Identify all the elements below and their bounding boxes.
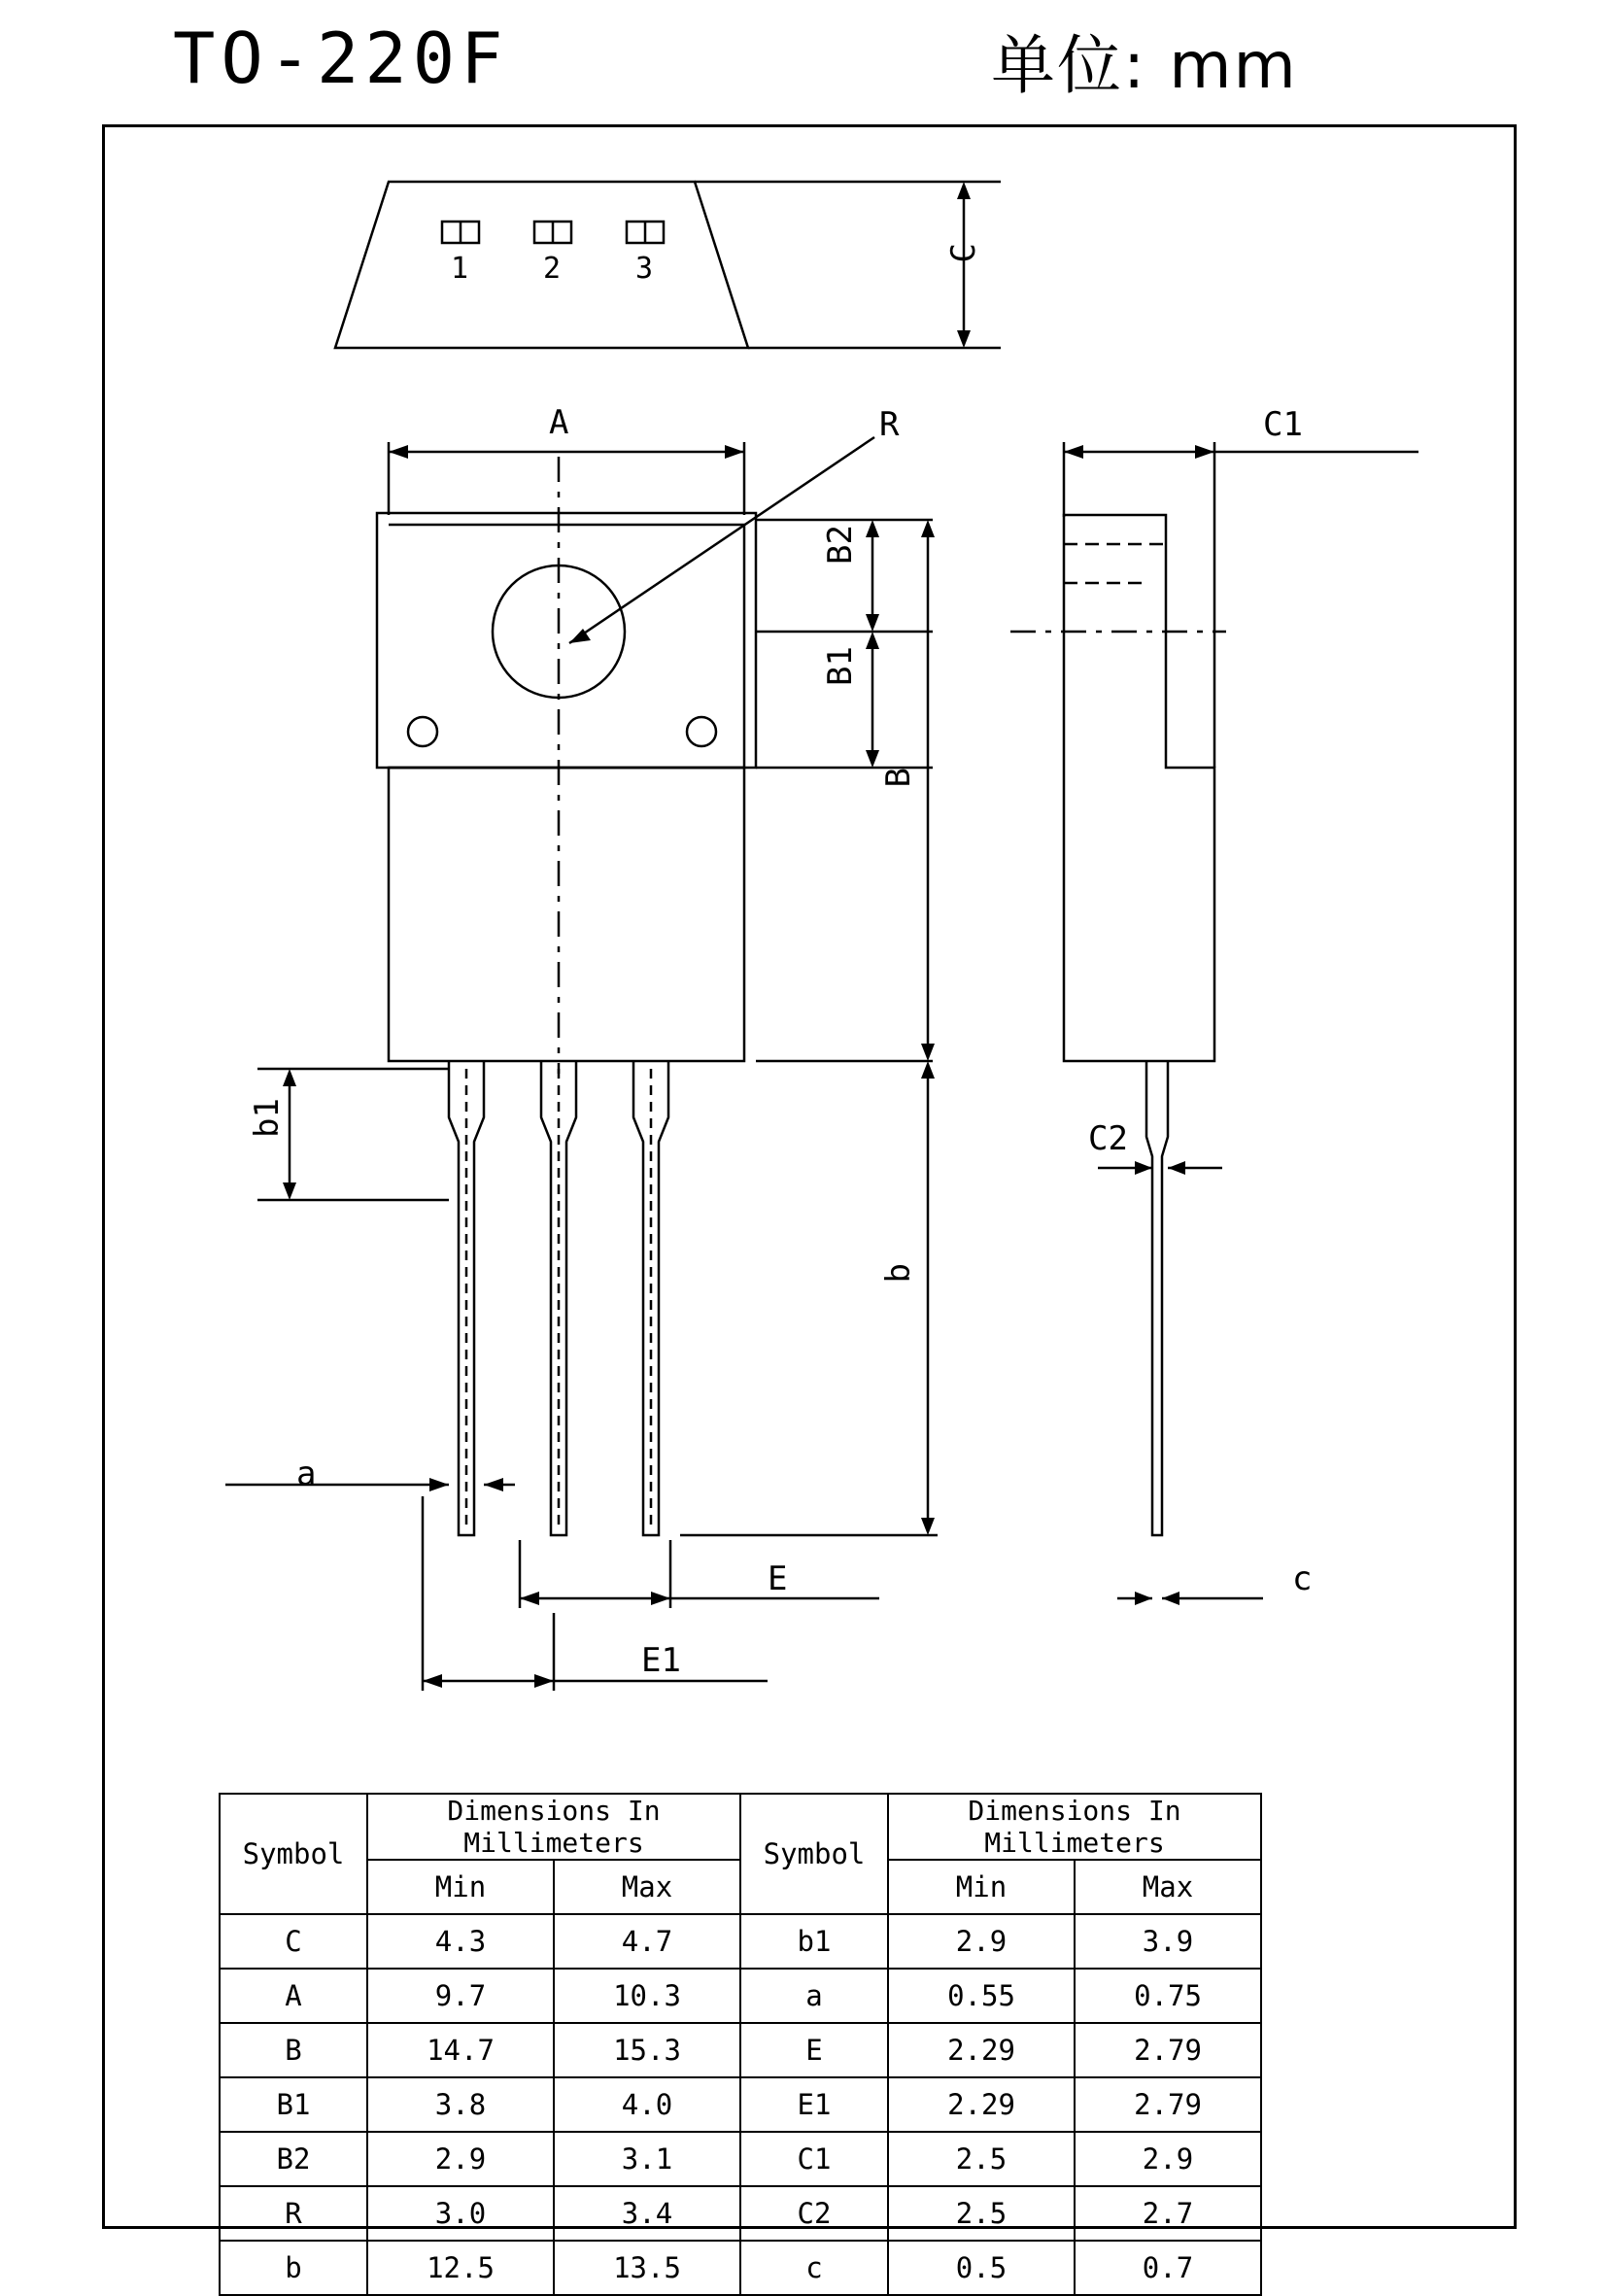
header-symbol-left: Symbol (220, 1794, 367, 1914)
dim-c1: C1 (1263, 405, 1303, 444)
symbol-cell: a (740, 1969, 888, 2023)
header-max-left: Max (554, 1860, 740, 1914)
dim-b1-lead: b1 (248, 1098, 287, 1138)
pin-number-1: 1 (451, 252, 469, 286)
symbol-cell: R (220, 2186, 367, 2241)
table-row (220, 1969, 1261, 2023)
min-cell: 12.5 (367, 2241, 554, 2295)
dim-r: R (879, 405, 900, 444)
table-header-row (220, 1794, 1261, 1860)
max-cell: 2.7 (1075, 2186, 1261, 2241)
dim-b: B (879, 768, 918, 788)
dim-a-lead: a (296, 1455, 317, 1493)
min-cell: 2.5 (888, 2186, 1075, 2241)
symbol-cell: B (220, 2023, 367, 2077)
table-row (220, 2132, 1261, 2186)
table-row (220, 2241, 1261, 2295)
dim-c-small: c (1292, 1559, 1313, 1598)
symbol-cell: B1 (220, 2077, 367, 2132)
max-cell: 3.1 (554, 2132, 740, 2186)
dim-b2: B2 (821, 525, 860, 565)
min-cell: 2.5 (888, 2132, 1075, 2186)
max-cell: 4.0 (554, 2077, 740, 2132)
min-cell: 2.29 (888, 2023, 1075, 2077)
min-cell: 14.7 (367, 2023, 554, 2077)
symbol-cell: C2 (740, 2186, 888, 2241)
symbol-cell: b (220, 2241, 367, 2295)
symbol-cell: b1 (740, 1914, 888, 1969)
min-cell: 3.0 (367, 2186, 554, 2241)
max-cell: 4.7 (554, 1914, 740, 1969)
dim-c-top: C (944, 243, 983, 263)
dim-a: A (549, 403, 569, 442)
page-title: TO-220F (173, 17, 509, 99)
table-row (220, 1914, 1261, 1969)
min-cell: 0.55 (888, 1969, 1075, 2023)
dim-e: E (768, 1559, 788, 1598)
symbol-cell: A (220, 1969, 367, 2023)
min-cell: 9.7 (367, 1969, 554, 2023)
table-row (220, 2186, 1261, 2241)
max-cell: 2.79 (1075, 2077, 1261, 2132)
dim-e1: E1 (641, 1641, 681, 1680)
max-cell: 15.3 (554, 2023, 740, 2077)
symbol-cell: C1 (740, 2132, 888, 2186)
max-cell: 3.4 (554, 2186, 740, 2241)
symbol-cell: E (740, 2023, 888, 2077)
symbol-cell: c (740, 2241, 888, 2295)
symbol-cell: C (220, 1914, 367, 1969)
unit-label: 单位: mm (991, 28, 1298, 103)
table-row (220, 2077, 1261, 2132)
header-dimensions-left: Dimensions In Millimeters (367, 1794, 740, 1860)
dimensions-table (219, 1793, 1262, 2296)
max-cell: 0.75 (1075, 1969, 1261, 2023)
symbol-cell: E1 (740, 2077, 888, 2132)
max-cell: 0.7 (1075, 2241, 1261, 2295)
header-min-right: Min (888, 1860, 1075, 1914)
symbol-cell: B2 (220, 2132, 367, 2186)
dim-c2: C2 (1088, 1119, 1128, 1158)
header-dimensions-right: Dimensions In Millimeters (888, 1794, 1261, 1860)
min-cell: 2.29 (888, 2077, 1075, 2132)
pin-number-3: 3 (635, 252, 654, 286)
table-row (220, 2023, 1261, 2077)
min-cell: 2.9 (367, 2132, 554, 2186)
pin-number-2: 2 (543, 252, 562, 286)
dim-b1: B1 (821, 646, 860, 686)
header-max-right: Max (1075, 1860, 1261, 1914)
max-cell: 10.3 (554, 1969, 740, 2023)
min-cell: 4.3 (367, 1914, 554, 1969)
max-cell: 2.9 (1075, 2132, 1261, 2186)
max-cell: 3.9 (1075, 1914, 1261, 1969)
min-cell: 0.5 (888, 2241, 1075, 2295)
min-cell: 2.9 (888, 1914, 1075, 1969)
max-cell: 2.79 (1075, 2023, 1261, 2077)
header-min-left: Min (367, 1860, 554, 1914)
min-cell: 3.8 (367, 2077, 554, 2132)
dim-b-lead: b (879, 1263, 918, 1284)
max-cell: 13.5 (554, 2241, 740, 2295)
header-symbol-right: Symbol (740, 1794, 888, 1914)
